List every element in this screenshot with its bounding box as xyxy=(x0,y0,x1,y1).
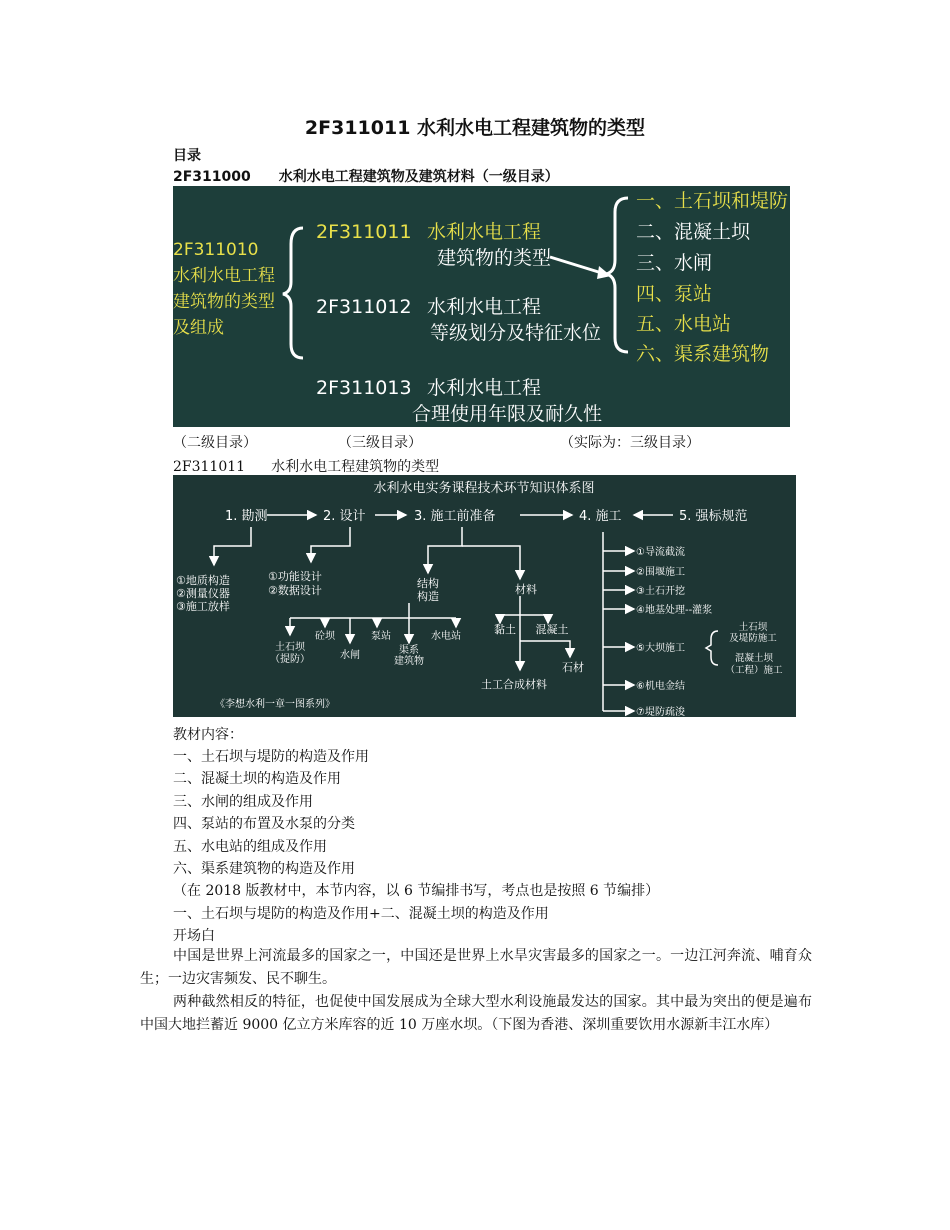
toc-level1-text: 水利水电工程建筑物及建筑材料（一级目录） xyxy=(278,169,559,185)
content-item-6: 六、渠系建筑物的构造及作用 xyxy=(173,861,355,877)
slide-item-3-line1: 水利水电工程 xyxy=(427,377,542,399)
slide-item-1-line1: 水利水电工程 xyxy=(427,221,542,243)
diagram-title: 水利水电实务课程技术环节知识体系图 xyxy=(373,481,595,496)
slide-item-3-line2: 合理使用年限及耐久性 xyxy=(412,403,603,425)
knowledge-diagram xyxy=(173,475,796,717)
arrow-line xyxy=(550,257,605,274)
section-line-code: 2F311011 xyxy=(173,459,246,475)
step-survey: 1. 勘测 xyxy=(225,509,268,524)
structure-canal-2: 建筑物 xyxy=(394,656,424,667)
slide-item-2-line2: 等级划分及特征水位 xyxy=(430,322,602,344)
materials-label: 材料 xyxy=(515,583,537,596)
structure-sluice: 水闸 xyxy=(340,650,360,661)
dam-sub-3: 混凝土坝 xyxy=(734,653,774,664)
material-stone: 石材 xyxy=(562,661,584,674)
design-item-2: ②数据设计 xyxy=(268,584,322,597)
slide-item-2-line1: 水利水电工程 xyxy=(427,296,542,318)
structure-hydropower: 水电站 xyxy=(431,631,461,642)
structure-canal-1: 渠系 xyxy=(399,645,419,656)
structure-concrete-dam: 砼坝 xyxy=(315,631,335,642)
right-brace-icon xyxy=(606,198,628,352)
slide-list-2: 二、混凝土坝 xyxy=(636,221,751,243)
construction-item-3: ③土石开挖 xyxy=(636,586,685,597)
document-title: 2F311011 水利水电工程建筑物的类型 xyxy=(304,117,646,139)
material-geosynthetics: 土工合成材料 xyxy=(481,678,547,691)
material-concrete: 混凝土 xyxy=(535,623,569,636)
dam-sub-2: 及堤防施工 xyxy=(729,633,777,644)
survey-item-2: ②测量仪器 xyxy=(176,587,230,600)
slide-item-1-code: 2F311011 xyxy=(316,221,412,243)
slide-list-1: 一、土石坝和堤防 xyxy=(636,190,789,212)
slide-list-4: 四、泵站 xyxy=(636,283,713,305)
slide-left-line-3: 及组成 xyxy=(173,318,224,338)
construction-item-5: ⑤大坝施工 xyxy=(636,643,685,654)
structure-earth-dam: 土石坝 xyxy=(275,642,305,653)
construction-item-6: ⑥机电金结 xyxy=(636,681,685,692)
slide-left-line-1: 水利水电工程 xyxy=(173,266,275,286)
slide-left-line-2: 建筑物的类型 xyxy=(173,292,275,312)
construction-item-4: ④地基处理--灌浆 xyxy=(636,605,713,616)
slide-list-5: 五、水电站 xyxy=(636,313,732,335)
construction-item-7: ⑦堤防疏浚 xyxy=(636,707,685,717)
note-text: （在 2018 版教材中，本节内容，以 6 节编排书写，考点也是按照 6 节编排） xyxy=(173,883,660,899)
sub-label-level3: （三级目录） xyxy=(338,435,422,451)
material-clay: 黏土 xyxy=(494,623,516,636)
slide-item-3-code: 2F311013 xyxy=(316,377,412,399)
sub-label-level2: （二级目录） xyxy=(173,435,257,451)
design-item-1: ①功能设计 xyxy=(268,570,322,583)
section-line xyxy=(173,456,439,476)
content-label: 教材内容： xyxy=(173,727,243,743)
content-item-2: 二、混凝土坝的构造及作用 xyxy=(173,771,341,787)
toc-label: 目录 xyxy=(173,148,201,164)
toc-level1-code: 2F311000 xyxy=(173,169,251,185)
construction-item-2: ②围堰施工 xyxy=(636,567,685,578)
content-item-1: 一、土石坝与堤防的构造及作用 xyxy=(173,749,369,765)
structure-label-1: 结构 xyxy=(417,577,439,590)
toc-level1 xyxy=(173,166,559,186)
slide-list-6: 六、渠系建筑物 xyxy=(636,343,770,365)
structure-levee: （提防） xyxy=(270,654,310,665)
step-construction: 4. 施工 xyxy=(579,509,622,524)
content-item-5: 五、水电站的组成及作用 xyxy=(173,839,327,855)
content-item-3: 三、水闸的组成及作用 xyxy=(173,794,313,810)
step-preparation: 3. 施工前准备 xyxy=(414,509,496,524)
survey-item-1: ①地质构造 xyxy=(176,574,230,587)
slide-item-1-line2: 建筑物的类型 xyxy=(437,247,552,269)
dam-sub-1: 土石坝 xyxy=(738,622,768,633)
paragraph-1: 中国是世界上河流最多的国家之一，中国还是世界上水旱灾害最多的国家之一。一边江河奔流、哺育众生；一边灾害频发、民不聊生。 xyxy=(140,948,812,987)
left-brace-icon xyxy=(283,228,303,358)
structure-label-2: 构造 xyxy=(417,590,439,603)
paragraph-2: 两种截然相反的特征，也促使中国发展成为全球大型水利设施最发达的国家。其中最为突出的便是遍布中国大地拦蓄近 9000 亿立方米库容的近 10 万座水坝。（下图为香港、深圳重要饮用水源新丰江水库） xyxy=(140,994,812,1033)
section-line-text: 水利水电工程建筑物的类型 xyxy=(271,459,440,475)
survey-item-3: ③施工放样 xyxy=(176,600,230,613)
sub-label-actual: （实际为：三级目录） xyxy=(560,435,700,451)
outline-slide xyxy=(173,186,790,427)
section-heading: 一、土石坝与堤防的构造及作用+二、混凝土坝的构造及作用 xyxy=(173,906,549,922)
step-design: 2. 设计 xyxy=(323,509,366,524)
construction-item-1: ①导流截流 xyxy=(636,547,685,558)
series-label: 《李想水利一章一图系列》 xyxy=(215,699,335,710)
opening-label: 开场白 xyxy=(173,928,215,944)
structure-pump-station: 泵站 xyxy=(371,631,391,642)
slide-left-code: 2F311010 xyxy=(173,240,259,260)
slide-item-2-code: 2F311012 xyxy=(316,296,412,318)
dam-sub-4: （工程）施工 xyxy=(725,665,783,676)
step-standards: 5. 强标规范 xyxy=(679,509,748,524)
content-item-4: 四、泵站的布置及水泵的分类 xyxy=(173,816,355,832)
slide-list-3: 三、水闸 xyxy=(636,252,713,274)
